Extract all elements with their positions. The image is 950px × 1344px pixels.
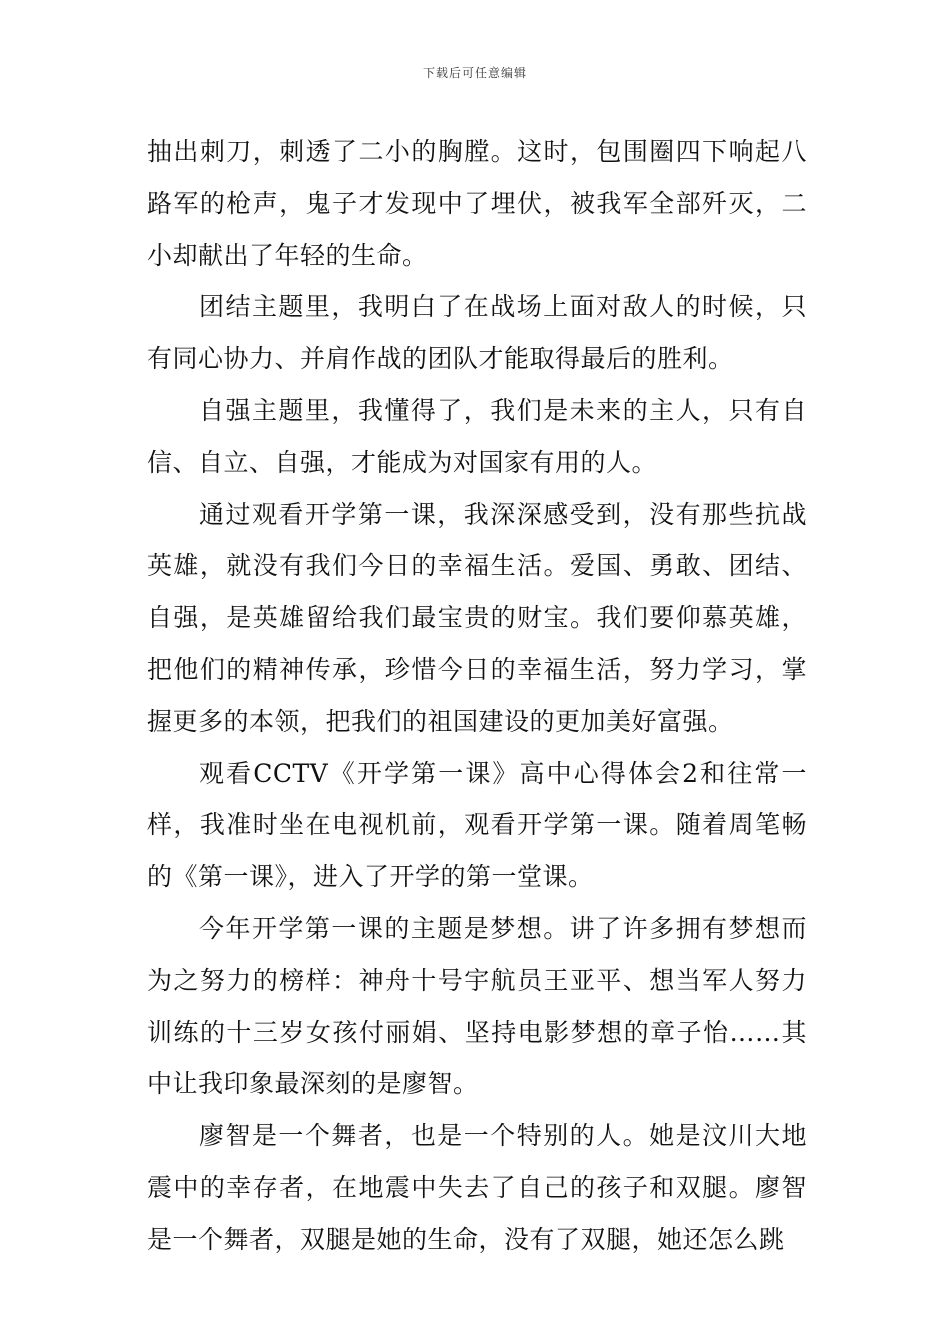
paragraph-continuation: 抽出刺刀，刺透了二小的胸膛。这时，包围圈四下响起八路军的枪声，鬼子才发现中了埋伏，被我军全部歼灭，二小却献出了年轻的生命。 (147, 137, 807, 270)
paragraph-reflection: 通过观看开学第一课，我深深感受到，没有那些抗战英雄，就没有我们今日的幸福生活。爱国、勇敢、团结、自强，是英雄留给我们最宝贵的财宝。我们要仰慕英雄，把他们的精神传承，珍惜今日的幸福生活，努力学习，掌握更多的本领，把我们的祖国建设的更加美好富强。 (147, 499, 807, 736)
page-header: 下载后可任意编辑 (422, 66, 527, 80)
paragraph-essay-two-intro: 观看CCTV《开学第一课》高中心得体会2和往常一样，我准时坐在电视机前，观看开学第一课。随着周笔畅的《第一课》，进入了开学的第一堂课。 (147, 758, 807, 892)
document-body (147, 126, 807, 1266)
paragraph-unity: 团结主题里，我明白了在战场上面对敌人的时候，只有同心协力、并肩作战的团队才能取得最后的胜利。 (147, 292, 807, 374)
paragraph-liao-zhi: 廖智是一个舞者，也是一个特别的人。她是汶川大地震中的幸存者，在地震中失去了自己的孩子和双腿。廖智是一个舞者，双腿是她的生命，没有了双腿，她还怎么跳 (147, 1121, 807, 1254)
paragraph-dream-theme: 今年开学第一课的主题是梦想。讲了许多拥有梦想而为之努力的榜样：神舟十号宇航员王亚平、想当军人努力训练的十三岁女孩付丽娟、坚持电影梦想的章子怡……其中让我印象最深刻的是廖智。 (147, 913, 807, 1099)
paragraph-self-reliance: 自强主题里，我懂得了，我们是未来的主人，只有自信、自立、自强，才能成为对国家有用的人。 (147, 395, 807, 477)
